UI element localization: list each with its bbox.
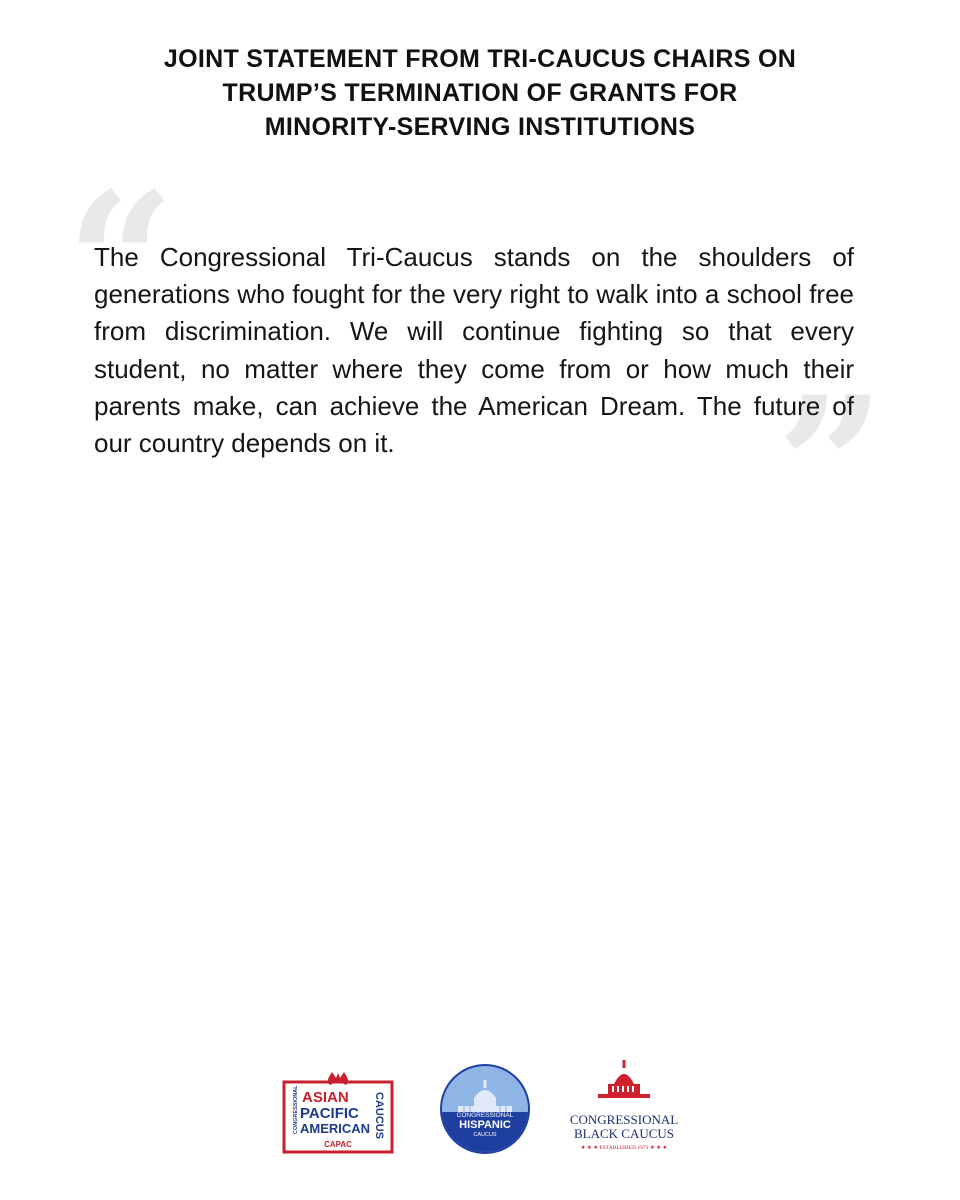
svg-text:ASIAN: ASIAN <box>302 1089 349 1106</box>
open-quote-icon: “ <box>66 151 176 374</box>
statement-title <box>0 42 960 144</box>
svg-text:CONGRESSIONAL: CONGRESSIONAL <box>293 1085 299 1134</box>
title-line: JOINT STATEMENT FROM TRI-CAUCUS CHAIRS ON <box>163 45 797 73</box>
svg-text:CONGRESSIONAL: CONGRESSIONAL <box>456 1112 514 1119</box>
svg-text:PACIFIC: PACIFIC <box>300 1105 359 1122</box>
svg-text:AMERICAN: AMERICAN <box>300 1121 371 1136</box>
svg-text:CAUCUS: CAUCUS <box>373 1092 385 1140</box>
close-quote-icon: ” <box>776 355 886 578</box>
caucus-logos <box>0 1058 960 1158</box>
svg-text:CAPAC: CAPAC <box>324 1140 352 1149</box>
svg-text:CAUCUS: CAUCUS <box>473 1132 497 1138</box>
svg-text:BLACK CAUCUS: BLACK CAUCUS <box>573 1126 675 1141</box>
capac-logo <box>282 1070 394 1154</box>
svg-text:HISPANIC: HISPANIC <box>459 1119 511 1131</box>
title-line: TRUMP’S TERMINATION OF GRANTS FOR <box>222 79 738 107</box>
quote-text: The Congressional Tri-Caucus stands on the shoulders of generations who fought for the very right to walk into a school free from discrimination. We will continue fighting so that every student, no matter where they come from or how much their parents make, can achieve the American Dream. The future of our country depends on it. <box>94 242 854 459</box>
chc-logo <box>438 1062 532 1156</box>
svg-text:CONGRESSIONAL: CONGRESSIONAL <box>569 1112 679 1127</box>
cbc-logo <box>562 1058 686 1154</box>
svg-text:★ ★ ★ ESTABLISHED 1971 ★ ★ ★: ★ ★ ★ ESTABLISHED 1971 ★ ★ ★ <box>580 1145 668 1151</box>
title-line: MINORITY-SERVING INSTITUTIONS <box>264 113 696 141</box>
